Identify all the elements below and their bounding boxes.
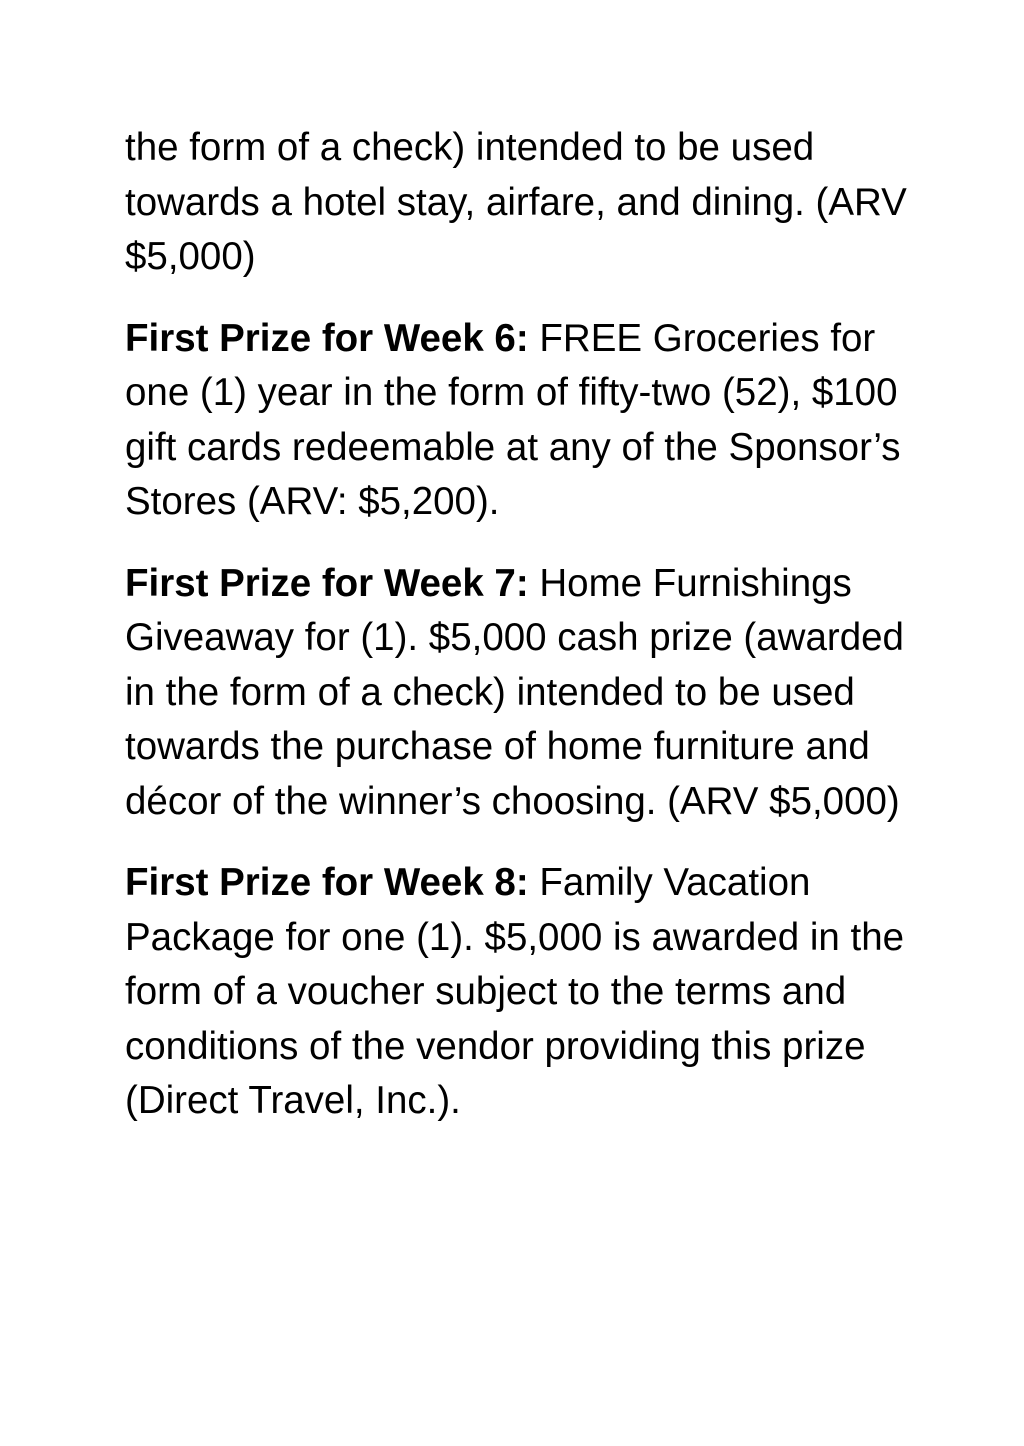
paragraph-label: First Prize for Week 6: — [125, 316, 529, 360]
paragraph-body: FREE Groceries for one (1) year in the form of fifty-two (52), $100 gift cards redeemable at any of the Sponsor’s Stores (ARV: $5,200). — [125, 316, 901, 523]
paragraph-body: Family Vacation Package for one (1). $5,000 is awarded in the form of a voucher subject to the terms and conditions of the vendor providing this prize (Direct Travel, Inc.). — [125, 861, 905, 1122]
paragraph-week-6 — [125, 312, 915, 530]
paragraph-body: Home Furnishings Giveaway for (1). $5,000 cash prize (awarded in the form of a check) intended to be used towards the purchase of home furniture and décor of the winner’s choosing. (ARV $5,000) — [125, 561, 904, 823]
paragraph-body: the form of a check) intended to be used towards a hotel stay, airfare, and dining. (ARV $5,000) — [125, 126, 907, 278]
paragraph-travel-continued — [125, 121, 915, 285]
paragraph-label: First Prize for Week 7: — [125, 561, 529, 605]
paragraph-week-8 — [125, 856, 915, 1129]
paragraph-label: First Prize for Week 8: — [125, 861, 529, 904]
document-page — [125, 121, 915, 1156]
paragraph-week-7 — [125, 557, 915, 830]
